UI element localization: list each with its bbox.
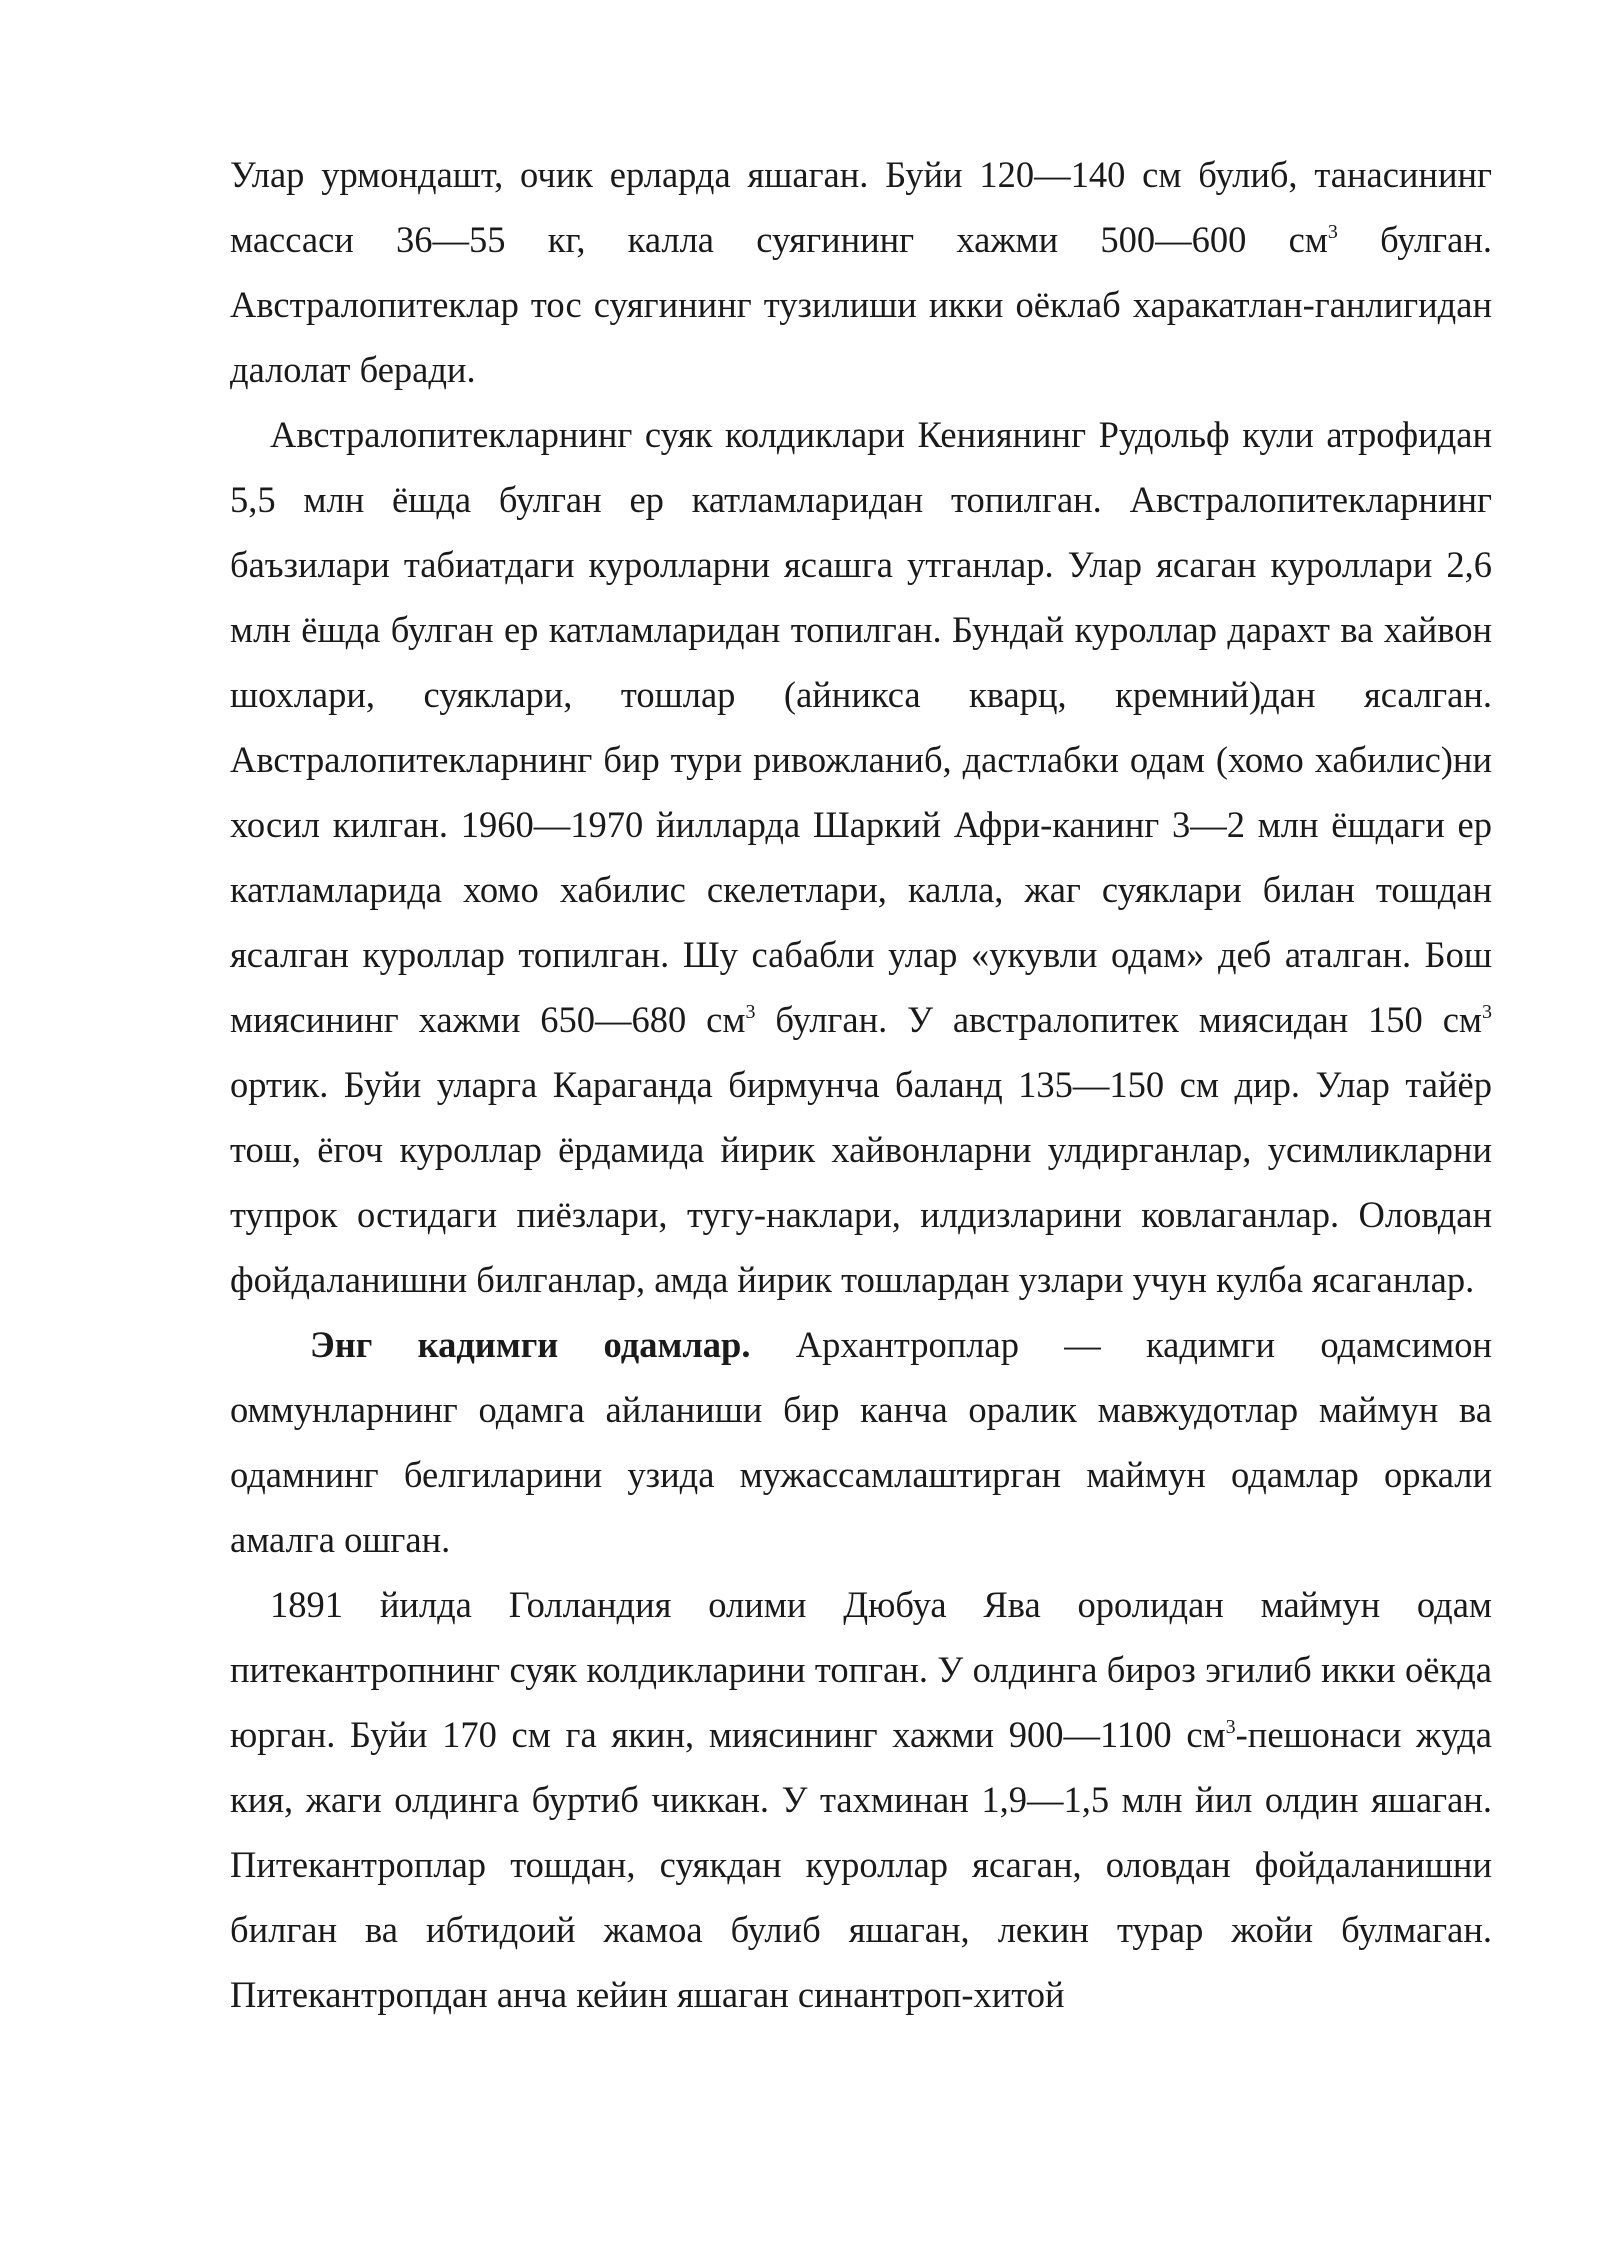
text-segment: булган. У австралопитек миясидан 150 см xyxy=(755,999,1482,1040)
text-segment: Австралопитекларнинг суяк колдиклари Кениянинг Рудольф кули атрофидан 5,5 млн ёшда булган ер катламларидан топилган. Австралопитекларнинг баъзилари табиатдаги куролларни ясашга утганлар. Улар ясаган куроллари 2,6 млн ёшда булган ер катламларидан топилган. Бундай куроллар дарахт ва хайвон шохлари, суяклари, тошлар (айникса кварц, кремний)дан ясалган. Австралопитекларнинг бир тури ривожланиб, дастлабки одам (хомо хабилис)ни хосил килган. 1960—1970 йилларда Шаркий Афри-канинг 3—2 млн ёшдаги ер катламларида хомо хабилис скелетлари, калла, жаг суяклари билан тошдан ясалган куроллар топилган. Шу сабабли улар «укувли одам» деб аталган. Бош миясининг хажми 650—680 см xyxy=(230,414,1492,1040)
paragraph-1 xyxy=(230,142,1492,402)
paragraph-4 xyxy=(230,1572,1492,2027)
text-segment: -пешонаси жуда кия, жаги олдинга буртиб чиккан. У тахминан 1,9—1,5 млн йил олдин яшаган. Питекантроплар тошдан, суякдан куроллар ясаган, оловдан фойдаланишни билган ва ибтидоий жамоа булиб яшаган, лекин турар жойи булмаган. Питекантропдан анча кейин яшаган синантроп-хитой xyxy=(230,1714,1492,2015)
paragraph-2 xyxy=(230,402,1492,1312)
text-segment: булган. Австралопитеклар тос суягининг тузилиши икки оёклаб харакатлан-ганлигидан далолат беради. xyxy=(230,219,1492,390)
document-page xyxy=(230,142,1492,2027)
text-segment: Улар урмондашт, очик ерларда яшаган. Буйи 120—140 см булиб, танасининг массаси 36—55 кг, калла суягининг хажми 500—600 см xyxy=(230,154,1492,260)
section-heading: Энг кадимги одамлар. xyxy=(310,1324,751,1365)
superscript-cube: 3 xyxy=(745,1001,756,1023)
superscript-cube: 3 xyxy=(1225,1716,1236,1738)
text-segment: ортик. Буйи уларга Караганда бирмунча баланд 135—150 см дир. Улар тайёр тош, ёгоч куроллар ёрдамида йирик хайвонларни улдирганлар, усимликларни тупрок остидаги пиёзлари, тугу-наклари, илдизларини ковлаганлар. Оловдан фойдаланишни билганлар, амда йирик тошлардан узлари учун кулба ясаганлар. xyxy=(230,1064,1492,1300)
text-segment: Архантроплар — кадимги одамсимон оммунларнинг одамга айланиши бир канча оралик мавжудотлар маймун ва одамнинг белгиларини узида мужассамлаштирган маймун одамлар оркали амалга ошган. xyxy=(230,1324,1492,1560)
text-segment: 1891 йилда Голландия олими Дюбуа Ява оролидан маймун одам питекантропнинг суяк колдикларини топган. У олдинга бироз эгилиб икки оёкда юрган. Буйи 170 см га якин, миясининг хажми 900—1100 см xyxy=(230,1584,1492,1755)
superscript-cube: 3 xyxy=(1482,1001,1492,1023)
superscript-cube: 3 xyxy=(1327,221,1338,243)
paragraph-3 xyxy=(230,1312,1492,1572)
